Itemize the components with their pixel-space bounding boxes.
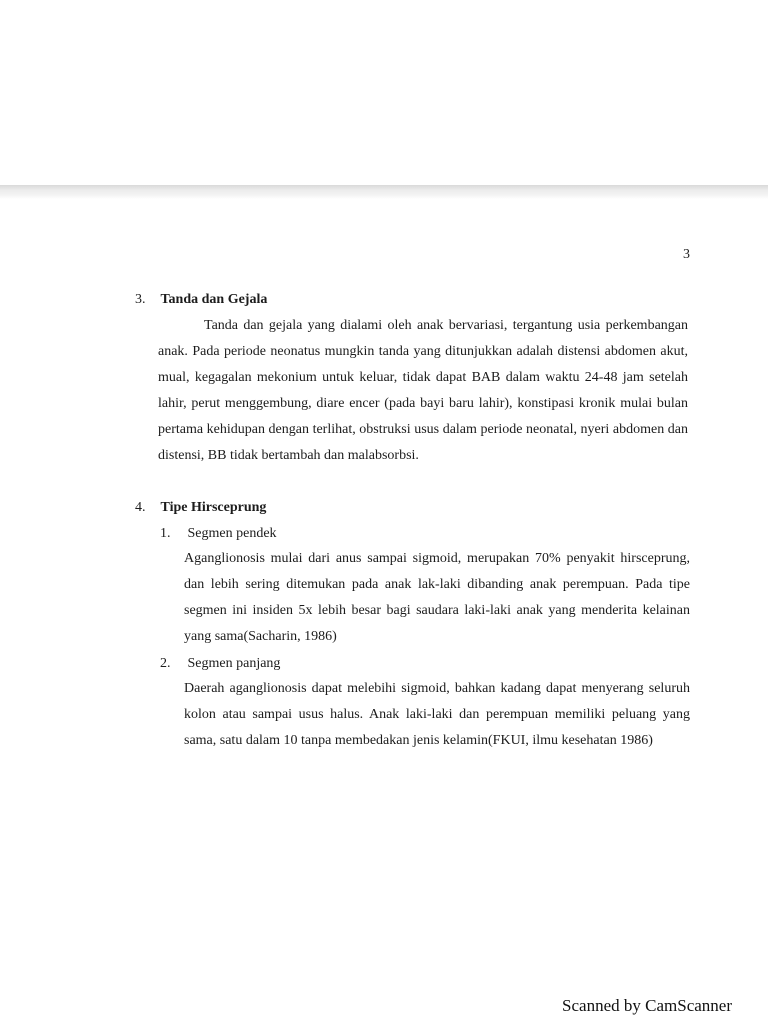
section-number: 4.: [135, 500, 146, 515]
subsection-paragraph-segmen-pendek: Aganglionosis mulai dari anus sampai sigmoid, merupakan 70% penyakit hirsceprung, dan lebih sering ditemukan pada anak lak-laki dibanding anak perempuan. Pada tipe segmen ini insiden 5x lebih besar bagi saudara laki-laki anak yang menderita kelainan yang sama(Sacharin, 1986): [184, 551, 690, 644]
section-number: 3.: [135, 292, 146, 307]
subsection-paragraph-segmen-panjang: Daerah aganglionosis dapat melebihi sigmoid, bahkan kadang dapat menyerang seluruh kolon atau sampai usus halus. Anak laki-laki dan perempuan memiliki peluang yang sama, satu dalam 10 tanpa membedakan jenis kelamin(FKUI, ilmu kesehatan 1986): [184, 681, 690, 748]
subsection-number: 1.: [160, 526, 171, 541]
section-paragraph-tanda-dan-gejala: Tanda dan gejala yang dialami oleh anak bervariasi, tergantung usia perkembangan anak. Pada periode neonatus mungkin tanda yang ditunjukkan adalah distensi abdomen akut, mual, kegagalan mekonium untuk keluar, tidak dapat BAB dalam waktu 24-48 jam setelah lahir, perut menggembung, diare encer (pada bayi baru lahir), konstipasi kronik mulai bulan pertama kehidupan dengan terlihat, obstruksi usus dalam periode neonatal, nyeri abdomen dan distensi, BB tidak bertambah dan malabsorbsi.: [158, 318, 688, 463]
scanner-watermark: Scanned by CamScanner: [562, 996, 732, 1015]
section-heading-tipe-hirsceprung: [135, 499, 266, 517]
section-title: Tipe Hirsceprung: [160, 500, 267, 515]
subsection-title: Segmen panjang: [187, 656, 281, 671]
section-heading-tanda-dan-gejala: [135, 291, 267, 309]
page-number: 3: [683, 247, 690, 262]
subsection-number: 2.: [160, 656, 171, 671]
subsection-heading-segmen-pendek: [160, 525, 277, 543]
subsection-title: Segmen pendek: [187, 526, 277, 541]
section-title: Tanda dan Gejala: [160, 292, 268, 307]
subsection-heading-segmen-panjang: [160, 655, 280, 673]
page-divider: [0, 185, 768, 199]
